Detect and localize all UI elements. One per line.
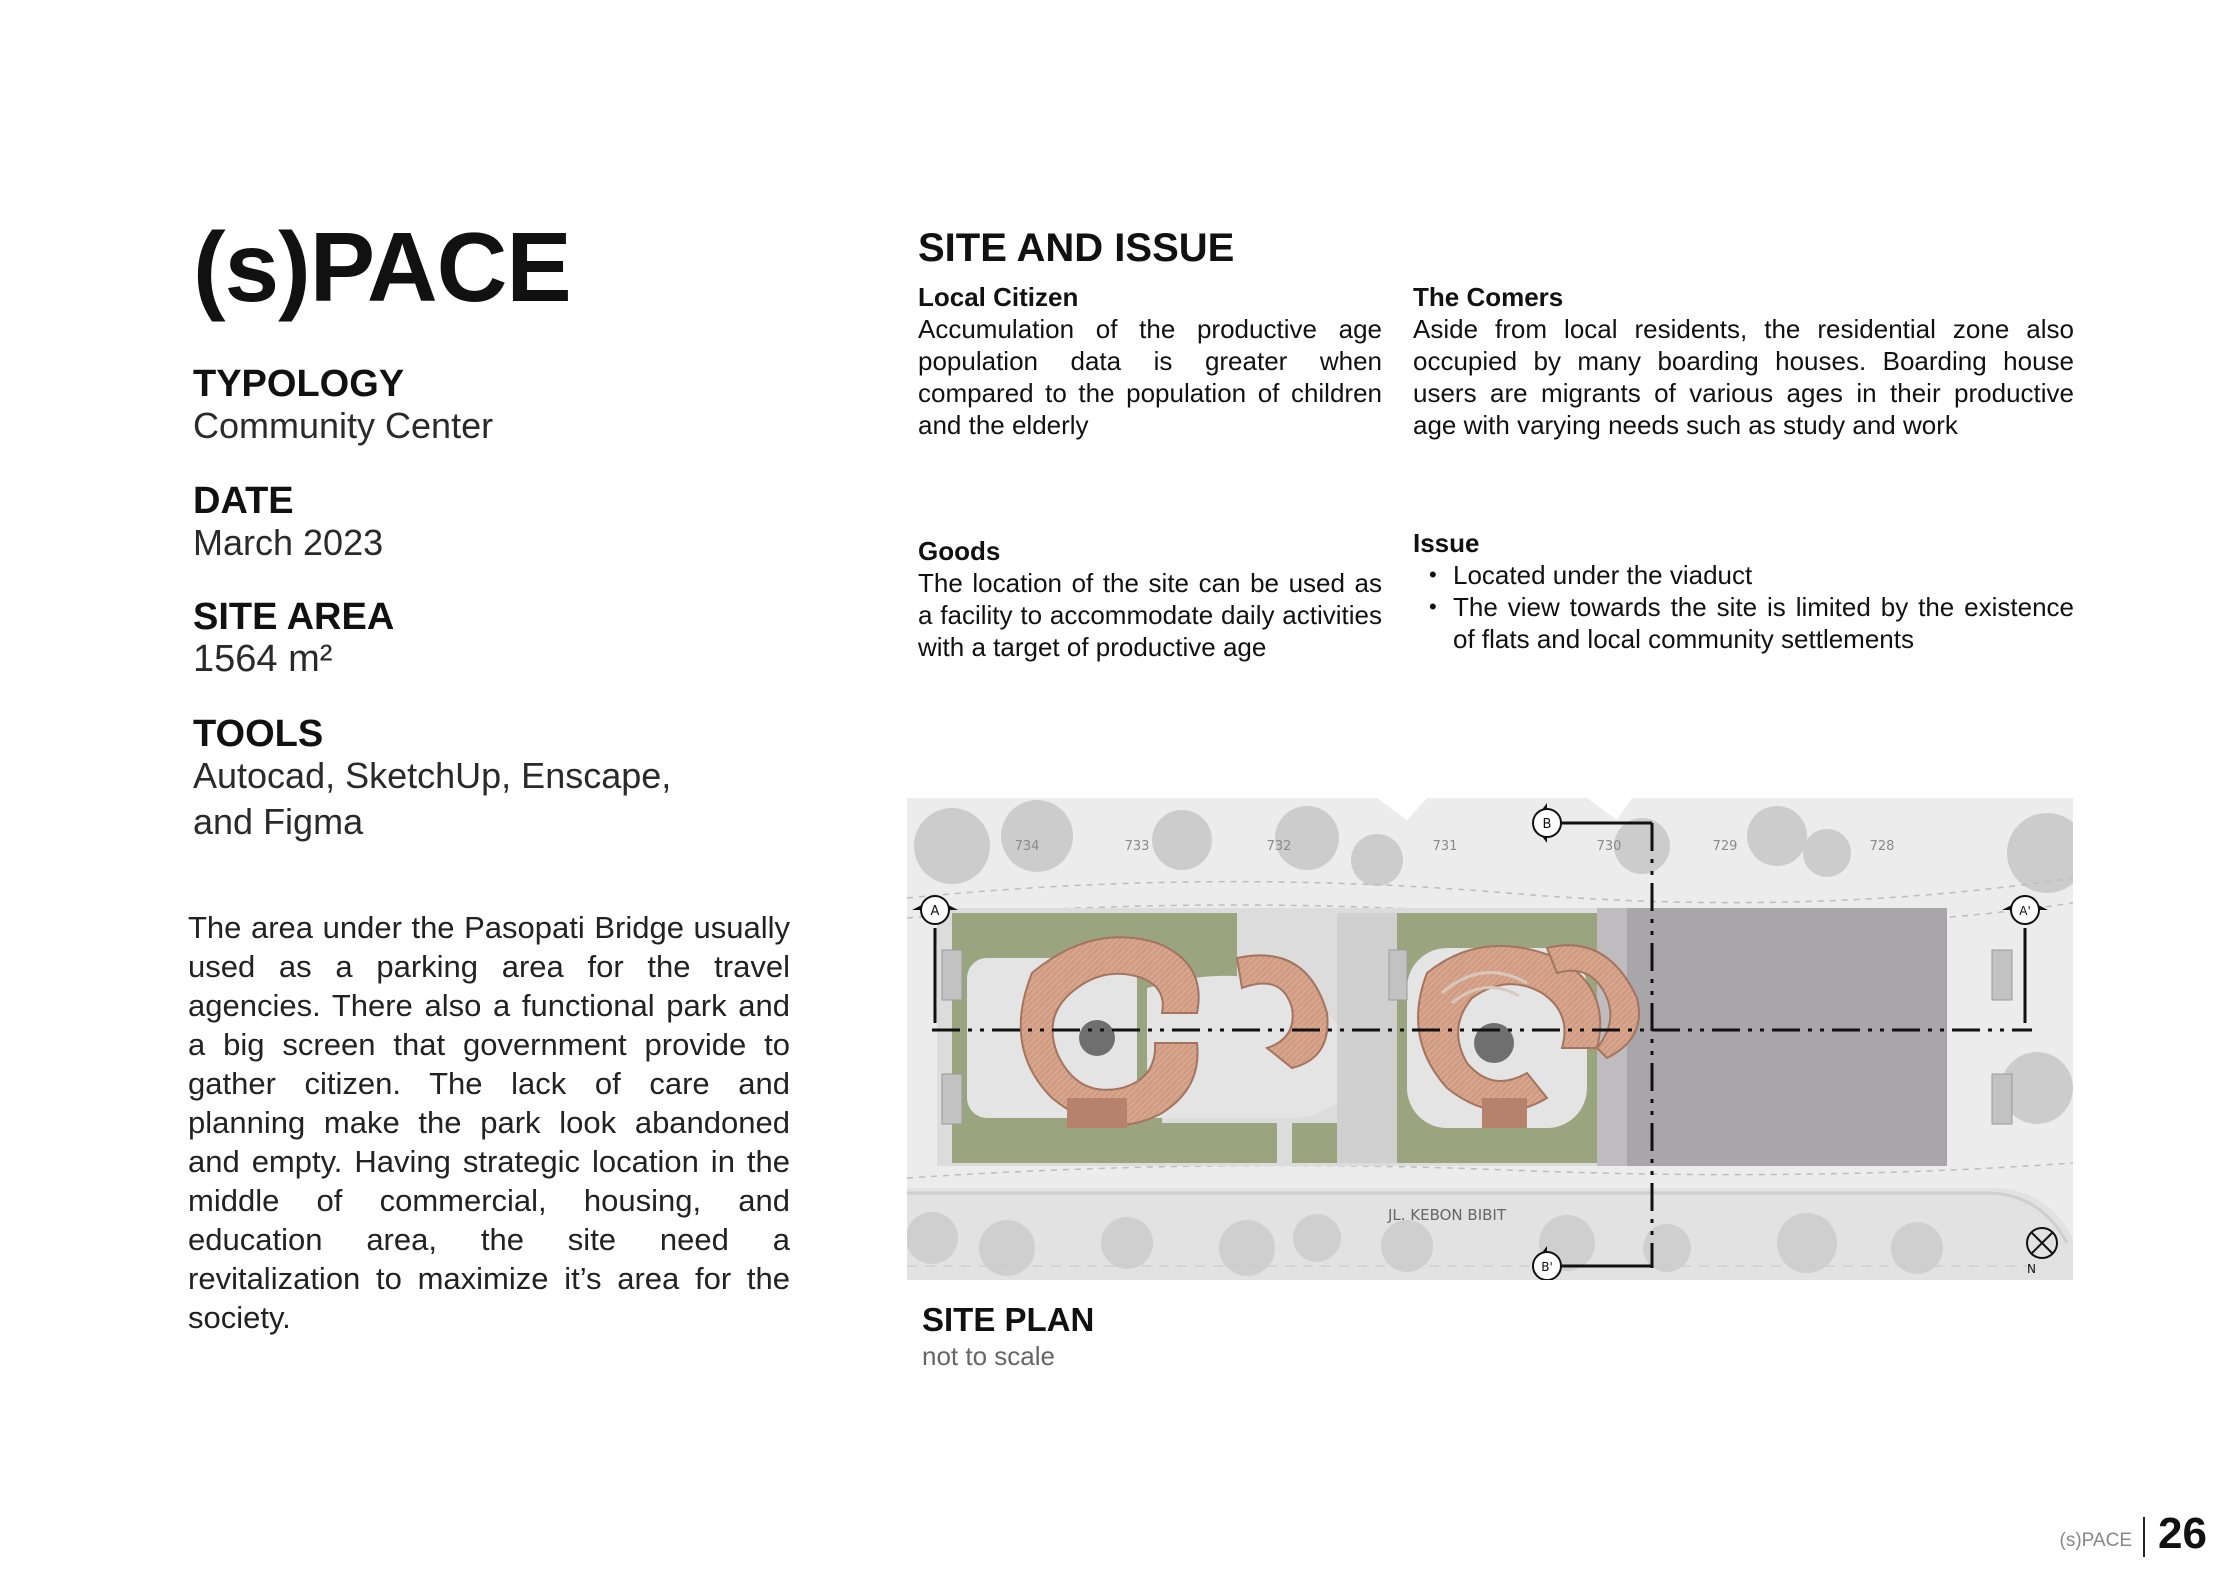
marker-label: A' xyxy=(2019,904,2031,918)
meta-value-line2: and Figma xyxy=(193,801,364,842)
north-label: N xyxy=(2027,1262,2036,1276)
tree-icon xyxy=(1275,806,1339,870)
marker-label: A xyxy=(930,904,940,919)
local-citizen-block xyxy=(918,281,1382,441)
local-citizen-text: Accumulation of the productive age population data is greater when compared to the population of children and the elderly xyxy=(918,314,1382,440)
tree-icon xyxy=(1381,1220,1433,1272)
meta-label: TOOLS xyxy=(193,713,324,755)
site-plan-scale-note: not to scale xyxy=(922,1341,1055,1371)
local-citizen-title: Local Citizen xyxy=(918,282,1079,312)
project-title: (s)PACE xyxy=(193,212,571,322)
site-plan-caption: SITE PLAN xyxy=(922,1301,1095,1338)
page-number: 26 xyxy=(2158,1509,2207,1558)
meta-label: DATE xyxy=(193,480,294,522)
tree-icon xyxy=(914,808,990,884)
goods-block xyxy=(918,535,1382,663)
marker-label: B' xyxy=(1541,1260,1553,1274)
pier-number: 729 xyxy=(1712,839,1738,854)
meta-value: Autocad, SketchUp, Enscape, xyxy=(193,755,672,796)
street-label: JL. KEBON BIBIT xyxy=(1387,1206,1507,1224)
tree-icon xyxy=(1891,1222,1943,1274)
meta-value: 1564 m² xyxy=(193,638,333,680)
edge-block xyxy=(1992,950,2012,1000)
tree-icon xyxy=(1351,834,1403,886)
lawn xyxy=(1137,1123,1277,1163)
site-issue-heading: SITE AND ISSUE xyxy=(918,226,1235,270)
meta-date xyxy=(193,482,383,566)
pier-number: 728 xyxy=(1869,839,1895,854)
marker-label: B xyxy=(1542,817,1552,832)
issue-item: • Located under the viaduct xyxy=(1429,559,2074,591)
goods-title: Goods xyxy=(918,536,1001,566)
tree-icon xyxy=(1101,1217,1153,1269)
edge-block xyxy=(942,1074,962,1124)
issue-item: • The view towards the site is limited by the existence of flats and local community settlements xyxy=(1429,591,2074,655)
pier-number: 732 xyxy=(1266,839,1292,854)
pier-number: 730 xyxy=(1596,839,1622,854)
project-description: The area under the Pasopati Bridge usually used as a parking area for the travel agencies. There also a functional park and a big screen that government provide to gather citizen. The lack of care and planning make the park look abandoned and empty. Having strategic location in the middle of commercial, housing, and education area, the site need a revitalization to maximize it’s area for the society. xyxy=(188,910,790,1335)
issue-block xyxy=(1413,527,2074,655)
pier-number: 734 xyxy=(1014,839,1040,854)
meta-label: SITE AREA xyxy=(193,596,395,638)
tree-icon xyxy=(1803,829,1851,877)
tree-icon xyxy=(1152,810,1212,870)
meta-typology xyxy=(193,365,493,449)
footer-project-name: (s)PACE xyxy=(2059,1530,2132,1551)
pier-number: 731 xyxy=(1432,839,1458,854)
tree-icon xyxy=(1293,1214,1341,1262)
meta-label: TYPOLOGY xyxy=(193,363,405,405)
comers-text: Aside from local residents, the residential zone also occupied by many boarding houses. Boarding house users are migrants of various ages in their productive age with varying needs such as study and work xyxy=(1413,314,2074,440)
issue-title: Issue xyxy=(1413,528,1480,558)
tree-icon xyxy=(1614,818,1670,874)
footer-divider xyxy=(2143,1517,2145,1557)
meta-value: March 2023 xyxy=(193,522,384,563)
meta-value: Community Center xyxy=(193,405,494,446)
comers-title: The Comers xyxy=(1413,282,1564,312)
edge-block xyxy=(1992,1074,2012,1124)
goods-text: The location of the site can be used as a facility to accommodate daily activities with a target of productive age xyxy=(918,568,1382,662)
tree-icon xyxy=(1001,800,1073,872)
meta-tools xyxy=(193,715,671,845)
tree-icon xyxy=(1747,806,1807,866)
central-path xyxy=(1337,913,1397,1163)
comers-block xyxy=(1413,281,2074,441)
issue-list xyxy=(1413,559,2074,655)
building-mass xyxy=(1597,908,1947,1166)
tree-icon xyxy=(1219,1220,1275,1276)
tree-icon xyxy=(907,1212,958,1264)
meta-site-area xyxy=(193,598,394,682)
edge-block xyxy=(1389,950,1407,1000)
tree-icon xyxy=(979,1220,1035,1276)
tree-icon xyxy=(1777,1213,1837,1273)
site-plan-svg xyxy=(907,798,2073,1280)
pier-number: 733 xyxy=(1124,839,1150,854)
edge-block xyxy=(942,950,962,1000)
site-plan-drawing xyxy=(907,798,2073,1280)
